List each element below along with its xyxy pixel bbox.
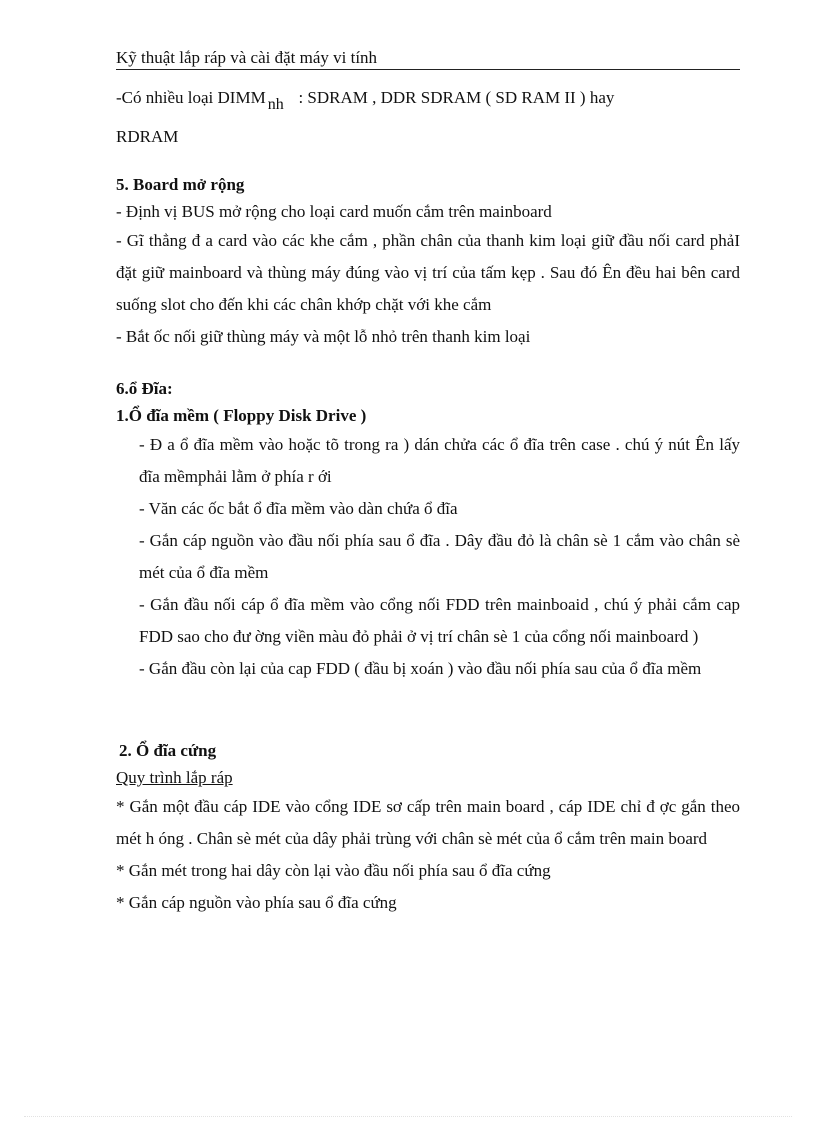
running-header: Kỹ thuật lắp ráp và cài đặt máy vi tính [116,48,740,70]
dimm-text-b: : SDRAM , DDR SDRAM ( SD RAM II ) hay [298,88,615,107]
page-bottom-rule [24,1116,792,1117]
hdd-step: * Gắn mét trong hai dây còn lại vào đầu nối phía sau ổ đĩa cứng [116,861,551,880]
floppy-step: - Văn các ốc bắt ổ đĩa mềm vào dàn chứa ổ đĩa [139,499,458,518]
hdd-step: * Gắn một đầu cáp IDE vào cổng IDE sơ cấp trên main board , cáp IDE chỉ đ ợc gắn theo mét h óng . Chân sè mét của dây phải trùng với chân sè mét của ổ cắm trên main board [116,797,740,848]
dimm-types-line [116,82,740,121]
hard-drive-heading: 2. Ổ đĩa cứng [119,741,217,760]
section-6-heading: 6.ổ Đĩa: [116,379,173,398]
floppy-step: - Gắn đầu còn lại của cap FDD ( đầu bị xoán ) vào đầu nối phía sau của ổ đĩa mềm [139,659,702,678]
document-page [116,48,740,919]
dimm-sub-fragment: nh [267,96,284,113]
dimm-types-line-2: RDRAM [116,127,179,146]
floppy-step: - Gắn cáp nguồn vào đầu nối phía sau ổ đĩa . Dây đầu đỏ là chân sè 1 cắm vào chân sè mét của ổ đĩa mềm [139,531,740,582]
floppy-step: - Đ a ổ đĩa mềm vào hoặc tõ trong ra ) dán chửa các ổ đĩa trên case . chú ý nút Ên lấy đĩa mềmphải lằm ở phía r ới [139,435,740,486]
floppy-heading-c: ) [356,406,367,425]
floppy-drive-heading [116,402,740,429]
floppy-heading-b: Floppy Disk Drive [223,406,357,425]
floppy-step: - Gắn đầu nối cáp ổ đĩa mềm vào cổng nối FDD trên mainboaid , chú ý phải cắm cap FDD sao cho đư ờng viền màu đỏ phải ở vị trí chân sè 1 của cổng nối mainboard ) [139,595,740,646]
process-label: Quy trình lắp ráp [116,768,233,787]
floppy-heading-a: 1.Ổ đĩa mềm ( [116,406,224,425]
section-5-heading: 5. Board mở rộng [116,175,245,194]
dimm-text-a: -Có nhiều loại DIMM [116,88,266,107]
floppy-steps [116,429,740,685]
hdd-step: * Gắn cáp nguồn vào phía sau ổ đĩa cứng [116,893,397,912]
section-5-para-1: - Định vị BUS mở rộng cho loại card muốn cắm trên mainboard [116,202,552,221]
section-5-para-2: - Gĩ thẳng đ a card vào các khe cắm , phần chân của thanh kim loại giữ đầu nối card phảI đặt giữ mainboard và thùng máy đúng vào vị trí của tấm kẹp . Sau đó Ên đều hai bên card suống slot cho đến khi các chân khớp chặt với khe cắm [116,231,740,314]
section-5-para-3: - Bắt ốc nối giữ thùng máy và một lỗ nhỏ trên thanh kim loại [116,327,531,346]
